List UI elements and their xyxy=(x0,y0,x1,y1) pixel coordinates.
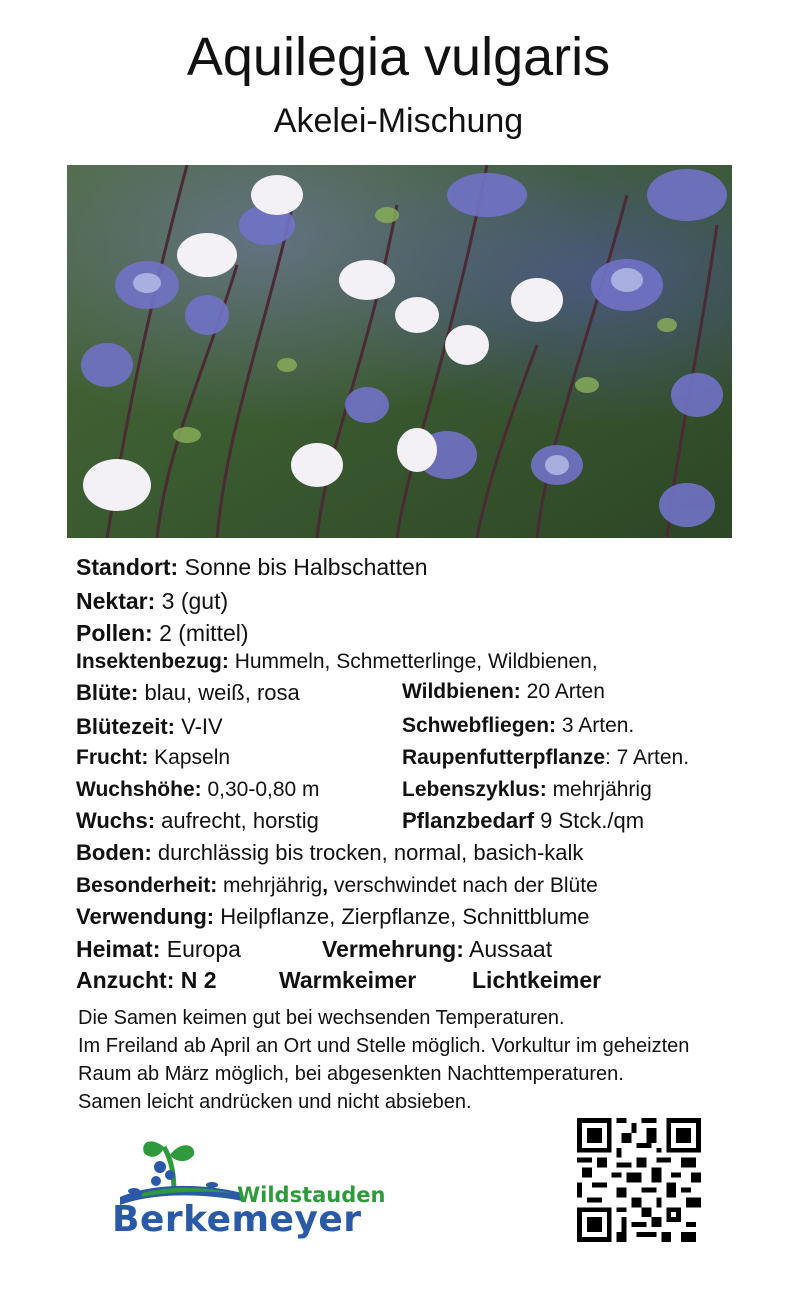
fact-label: Wildbienen: xyxy=(402,680,521,703)
fact-schwebfliegen xyxy=(402,714,634,738)
fact-value: Aussaat xyxy=(469,936,553,962)
fact-comma: , xyxy=(322,874,329,897)
fact-heimat xyxy=(76,936,241,963)
fact-verwendung xyxy=(76,904,590,930)
fact-frucht xyxy=(76,746,230,770)
note-line: Samen leicht andrücken und nicht absieben. xyxy=(78,1091,472,1113)
note-line: Im Freiland ab April an Ort und Stelle möglich. Vorkultur im geheizten xyxy=(78,1035,690,1057)
fact-bluete xyxy=(76,680,300,706)
fact-value: Heilpflanze, Zierpflanze, Schnittblume xyxy=(220,904,590,929)
fact-label: Blüte: xyxy=(76,680,139,705)
logo-line-1: Wildstauden xyxy=(237,1183,386,1207)
fact-label: Raupenfutterpflanze xyxy=(402,746,606,769)
fact-warmkeimer xyxy=(279,967,416,994)
fact-value: 2 (mittel) xyxy=(159,620,249,646)
fact-value: 9 Stck./qm xyxy=(540,808,645,833)
fact-label: Frucht: xyxy=(76,746,149,769)
fact-label: Pflanzbedarf xyxy=(402,808,535,833)
fact-vermehrung xyxy=(322,936,552,963)
fact-label: Pollen: xyxy=(76,620,153,646)
fact-label: Schwebfliegen: xyxy=(402,714,557,737)
fact-nektar xyxy=(76,588,228,615)
fact-label: Lebenszyklus: xyxy=(402,778,547,801)
fact-value: Lichtkeimer xyxy=(472,967,602,993)
fact-label: Verwendung: xyxy=(76,904,215,929)
fact-value: V-IV xyxy=(181,714,223,739)
fact-value: Kapseln xyxy=(154,746,231,769)
qr-code xyxy=(577,1118,701,1242)
fact-wuchs xyxy=(76,808,319,834)
fact-value: Hummeln, Schmetterlinge, Wildbienen, xyxy=(234,650,598,673)
fact-value: Europa xyxy=(166,936,241,962)
aquilegia-flowers-photo xyxy=(67,165,732,538)
fact-lichtkeimer xyxy=(472,967,601,994)
fact-value: 3 (gut) xyxy=(161,588,229,614)
brand-logo xyxy=(112,1135,392,1245)
fact-lebenszyklus xyxy=(402,778,652,802)
fact-label: Besonderheit: xyxy=(76,874,218,897)
page-subtitle: Akelei-Mischung xyxy=(273,102,524,140)
fact-value: verschwindet nach der Blüte xyxy=(333,874,598,897)
fact-pollen xyxy=(76,620,249,647)
fact-besonderheit xyxy=(76,874,598,898)
fact-label: Anzucht: N 2 xyxy=(76,967,217,993)
fact-label: Wuchs: xyxy=(76,808,156,833)
plant-photo xyxy=(67,165,732,538)
fact-value: 3 Arten. xyxy=(561,714,635,737)
fact-bluetezeit xyxy=(76,714,223,740)
fact-label: Vermehrung: xyxy=(322,936,464,962)
fact-label: Standort: xyxy=(76,554,179,580)
fact-label: Wuchshöhe: xyxy=(76,778,202,801)
cultivation-notes xyxy=(78,1004,689,1116)
fact-pflanzbedarf xyxy=(402,808,644,834)
logo-line-2: Berkemeyer xyxy=(112,1199,362,1240)
fact-label: Nektar: xyxy=(76,588,156,614)
fact-value: : 7 Arten. xyxy=(605,746,690,769)
fact-label: Heimat: xyxy=(76,936,161,962)
fact-insekten xyxy=(76,650,598,674)
fact-boden xyxy=(76,840,583,866)
fact-value: aufrecht, horstig xyxy=(161,808,319,833)
fact-value: 20 Arten xyxy=(526,680,605,703)
fact-value: mehrjährig xyxy=(223,874,323,897)
fact-value: Warmkeimer xyxy=(279,967,417,993)
note-line: Die Samen keimen gut bei wechsenden Temperaturen. xyxy=(78,1007,565,1029)
fact-value: blau, weiß, rosa xyxy=(144,680,300,705)
fact-wildbienen xyxy=(402,680,605,704)
fact-value: 0,30-0,80 m xyxy=(207,778,320,801)
fact-label: Blütezeit: xyxy=(76,714,175,739)
fact-value: durchlässig bis trocken, normal, basich-kalk xyxy=(157,840,584,865)
fact-wuchshoehe xyxy=(76,778,320,802)
fact-raupen xyxy=(402,746,689,770)
page-title: Aquilegia vulgaris xyxy=(186,27,611,87)
fact-value: Sonne bis Halbschatten xyxy=(184,554,428,580)
fact-standort xyxy=(76,554,428,581)
fact-label: Insektenbezug: xyxy=(76,650,229,673)
note-line: Raum ab März möglich, bei abgesenkten Nachttemperaturen. xyxy=(78,1063,624,1085)
fact-label: Boden: xyxy=(76,840,152,865)
qr-code-icon[interactable] xyxy=(577,1118,701,1242)
fact-value: mehrjährig xyxy=(552,778,652,801)
fact-anzucht xyxy=(76,967,217,994)
